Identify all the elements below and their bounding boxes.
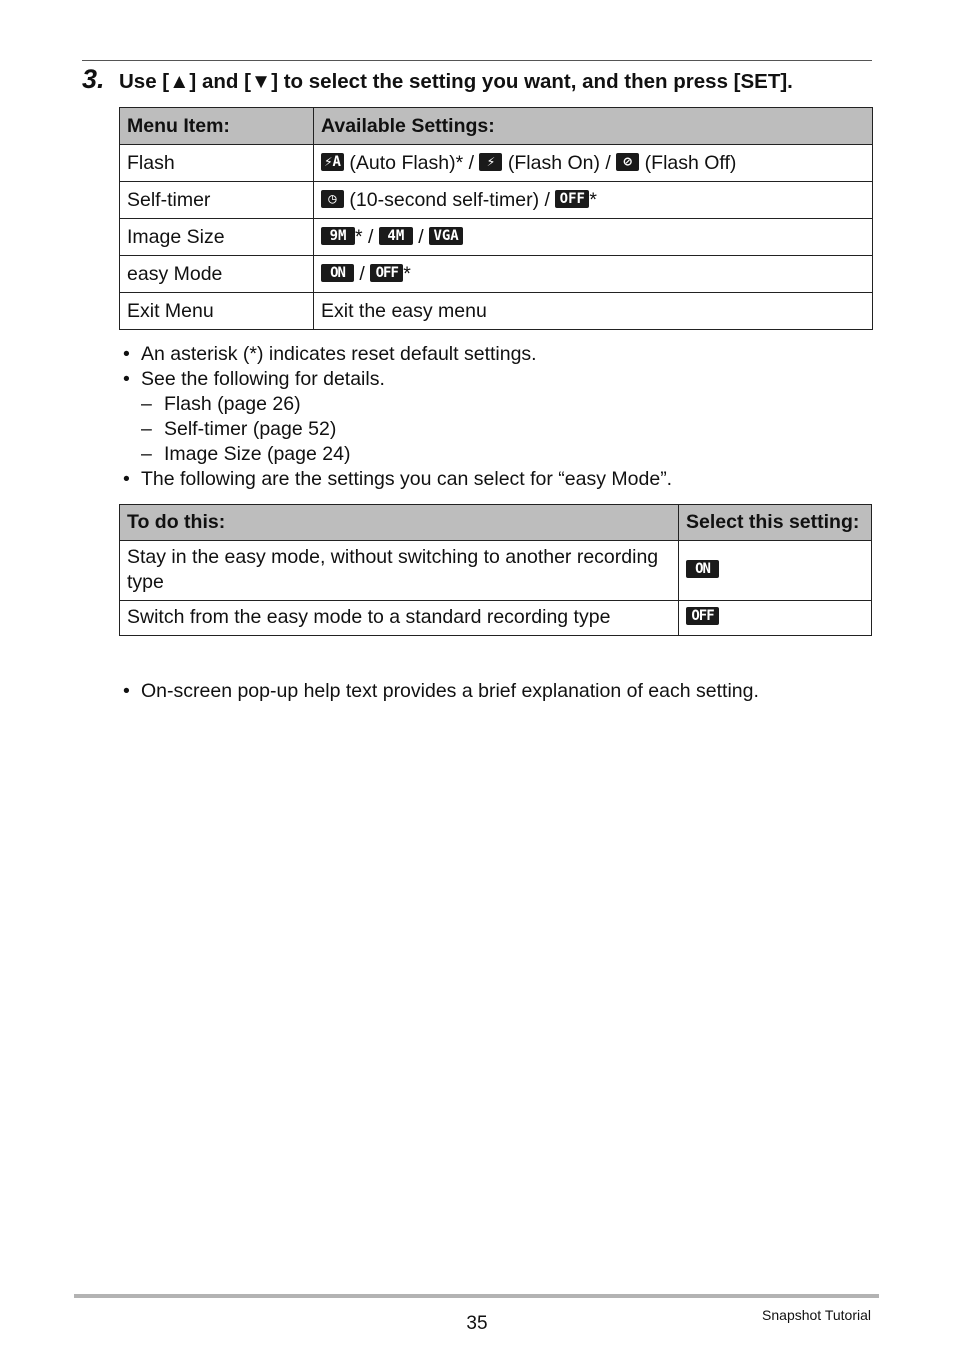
settings-self-timer: ◷ (10-second self-timer) / OFF * xyxy=(314,182,873,219)
header-menu-item: Menu Item: xyxy=(120,108,314,145)
image-size-9m-icon: 9M xyxy=(321,227,355,245)
table-row-image-size xyxy=(120,219,873,256)
table-row xyxy=(120,601,872,636)
header-select-setting: Select this setting: xyxy=(679,505,872,541)
notes-list-2 xyxy=(123,679,759,704)
table-row xyxy=(120,541,872,601)
settings-easy-mode: ON / OFF * xyxy=(314,256,873,293)
table-row-flash xyxy=(120,145,873,182)
list-item: • See the following for details. xyxy=(123,368,385,390)
on-icon: ON xyxy=(321,264,354,282)
table-row-exit-menu xyxy=(120,293,873,330)
self-timer-icon: ◷ xyxy=(321,190,344,208)
setting-off xyxy=(679,601,872,636)
footer-rule xyxy=(74,1294,879,1298)
setting-on xyxy=(679,541,872,601)
menu-item-easy-mode: easy Mode xyxy=(120,256,314,293)
on-icon: ON xyxy=(686,560,719,578)
list-item: • The following are the settings you can select for “easy Mode”. xyxy=(123,468,673,490)
sub-list-item: – Image Size (page 24) xyxy=(141,443,351,465)
list-item: • On-screen pop-up help text provides a brief explanation of each setting. xyxy=(123,680,759,702)
vga-icon: VGA xyxy=(429,227,463,245)
page-number: 35 xyxy=(466,1313,488,1334)
list-item: • An asterisk (*) indicates reset default settings. xyxy=(123,343,537,365)
settings-exit-menu: Exit the easy menu xyxy=(314,293,873,330)
off-icon: OFF xyxy=(555,190,589,208)
menu-item-image-size: Image Size xyxy=(120,219,314,256)
settings-image-size: 9M * / 4M / VGA xyxy=(314,219,873,256)
header-to-do-this: To do this: xyxy=(120,505,679,541)
table-header-row xyxy=(120,108,873,145)
flash-off-icon: ⊘ xyxy=(616,153,639,171)
menu-settings-table xyxy=(119,107,873,330)
step-number: 3. xyxy=(82,64,105,94)
notes-list xyxy=(123,342,672,492)
settings-flash: ⚡A (Auto Flash)* / ⚡ (Flash On) / ⊘ (Flash Off) xyxy=(314,145,873,182)
top-rule xyxy=(82,60,872,61)
menu-item-flash: Flash xyxy=(120,145,314,182)
sub-list-item: – Self-timer (page 52) xyxy=(141,418,337,440)
table-row-self-timer xyxy=(120,182,873,219)
action-stay-easy-mode: Stay in the easy mode, without switching to another recording type xyxy=(120,541,679,601)
auto-flash-icon: ⚡A xyxy=(321,153,344,171)
table-header-row xyxy=(120,505,872,541)
step-text: Use [▲] and [▼] to select the setting you want, and then press [SET]. xyxy=(119,70,793,93)
menu-item-exit-menu: Exit Menu xyxy=(120,293,314,330)
action-switch-standard: Switch from the easy mode to a standard recording type xyxy=(120,601,679,636)
image-size-4m-icon: 4M xyxy=(379,227,413,245)
sub-list-item: – Flash (page 26) xyxy=(141,393,301,415)
off-icon: OFF xyxy=(370,264,403,282)
section-title: Snapshot Tutorial xyxy=(762,1307,871,1323)
off-icon: OFF xyxy=(686,607,719,625)
menu-item-self-timer: Self-timer xyxy=(120,182,314,219)
header-available-settings: Available Settings: xyxy=(314,108,873,145)
flash-on-icon: ⚡ xyxy=(479,153,502,171)
table-row-easy-mode xyxy=(120,256,873,293)
easy-mode-table xyxy=(119,504,872,636)
